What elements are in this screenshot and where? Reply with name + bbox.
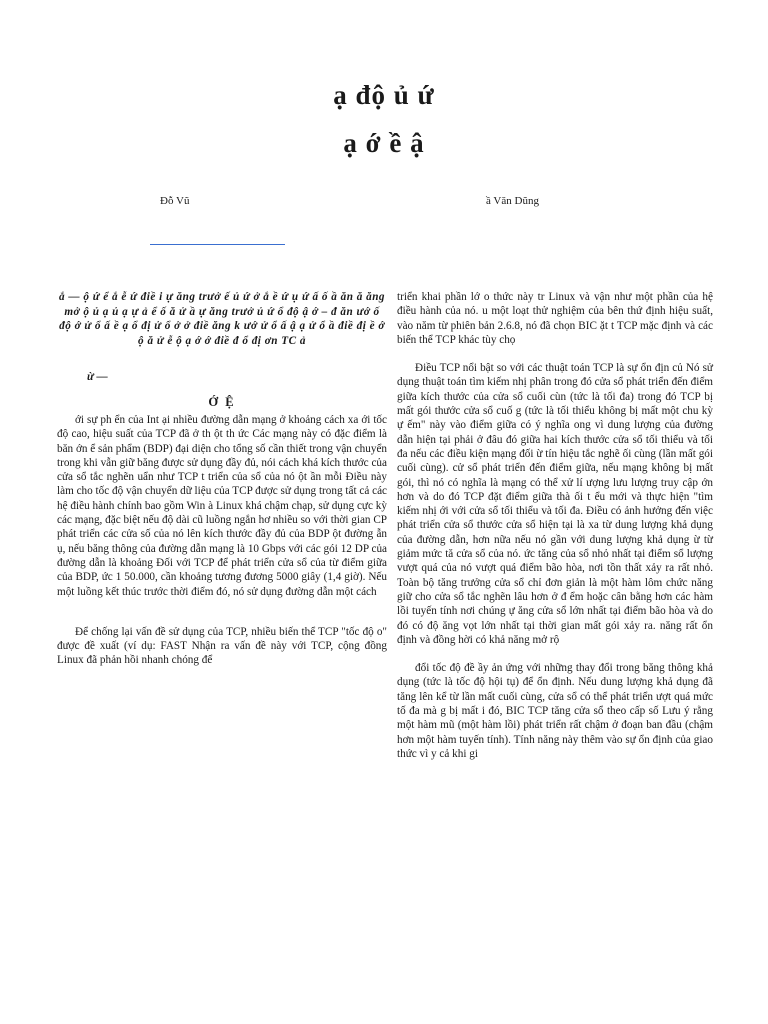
right-paragraph-2: Điều TCP nổi bật so với các thuật toán TCP là sự ổn địn củ Nó sử dụng thuật toán tìm kiếm nhị phân trong đó cửa sổ phát triển đến điểm giữa kích thước của cửa sổ cuối cùn (tức là tối đa) trong đó TCP bị mất gói thước cửa sổ cuố g (tức là tối thiểu không bị mất một chu kỳ ự ếm" này vào điểm giữa có ý nghĩa ong vì dung lượng của đường dẫn hiện tại phải ở đâu đó giữa hai kích thước cửa sổ tối thiểu và tối đa nếu các điều kiện mạng đối ừ tín hiệu tắc nghẽ ối cùng (lần mất gói cuối cùng). cử sổ phát triển đến điểm giữa, nếu mạng không bị mất gói, thì nó có nghĩa là mạng có thể xử lí ượng lưu lượng truy cập ớn hơn và do đó TCP đặt điểm giữa thà ối t ểu mới và thực hiện "tìm kiếm nhị ới với cửa sổ tối thiểu và tối đa. Điều có ảnh hưởng đến việc phát triển cửa sổ thước cửa sổ hiện tại là xa từ dung lượng khả dụng của đường dẫn, hơn nữa nếu nó gần với dung lượng khả dụng ừ từ giảm mức tă cửa sổ của nó. ức tăng của sổ nhỏ nhất tại điểm sổ lượng vượt quá của nó vượt quá điểm bão hòa, nơi tồn thất xảy ra rất nhỏ. Toàn bộ tăng trưởng cửa sổ chỉ đơn giản là một hàm lôm chức năng giữ cho cửa sổ tắc nghẽn lâu hơn ở đ ểm hoặc cân bằng hơn các hàm lồi tuyến tính nơi chúng ự ăng cửa sổ lớn nhất tại điểm bão hòa và do đó có độ ăng vọt lớn nhất tại thời gian mất gói xảy ra. năng rất ổn định và đồng hời có khả năng mở rộ <box>397 362 713 646</box>
author-2: ầ Văn Dũng <box>486 195 539 207</box>
paper-title-line-1: ạ độ ủ ứ <box>333 80 435 110</box>
keywords: ừ — <box>87 371 108 384</box>
left-paragraph-2: Để chống lại vấn đề sử dụng của TCP, nhiều biến thể TCP "tốc độ o" được đề xuất (ví dụ: FAST Nhận ra vấn đề này với TCP, cộng đồng Linux đã phản hồi nhanh chóng để <box>57 625 387 667</box>
author-1: Đỗ Vũ <box>160 195 190 207</box>
paper-title-line-2: ạ ớ ề ậ <box>343 128 425 158</box>
email-link-underline[interactable] <box>150 244 285 245</box>
abstract: ắ — ộ ứ ể ắ ễ ứ điề i ự ăng trưở ế ủ ứ ở ắ ề ứ ụ ứ ấ ố ầ ăn ă ăng mở ộ ủ ạ ủ ạ ự ả ể ố ă ử ầ ự ăng trưở ủ ứ ổ độ ậ ớ – đ ăn ướ ố độ ớ ử ổ ấ ề ạ ổ đị ử ổ ở ở điề ăng k ướ ử ổ ấ ậ ạ ử ổ ầ điề đị ề ớ ộ ă ử ễ ộ ạ ớ ớ điề đ ổ đị ơn TC ả <box>58 291 386 347</box>
left-paragraph-1: ới sự ph ển của Int ại nhiều đường dẫn mạng ở khoảng cách xa ới tốc độ cao, hiệu suất của TCP đã ở th ột th ức Các mạng này có đặc điểm là băn ớn ể sản phẩm (BDP) đại diện cho tổng số cần thiết trong vận chuyển trong khi vẫn giữ băng được sử dụng đầy đủ, nói cách khá kích thước của cửa sổ tắc nghẽn uẩn như TCP t triển của sổ của nó ột ần mỗi Điều này làm cho tốc độ vận chuyển dữ liệu của TCP được sử dụng trong tất cả các hệ điều hành chính bao gồm Win à Linux khá chậm chạp, sử dụng cực kỳ các mạng, đặc biệt nếu độ dài cũ luồng ngắn hơ nhiều so với thời gian CP phát triển các cửa số của nó lên kích thước đầy đủ của BDP ột đường ẫn ụ, nếu băng thông của đường dẫn mạng là 10 Gbps với các gói 12 DP của đường dẫn là khoảng Đối với TCP để phát triển cửa sổ của từ điểm giữa của BDP, ức 1 50.000, cần khoảng tương đương 5000 giây (1,4 giờ). Nếu một luồng kết thúc trước thời điểm đó, nó sử dụng đường dẫn một cách <box>57 413 387 598</box>
section-heading-introduction: Ớ Ệ <box>208 394 236 409</box>
right-paragraph-1: triển khai phần lớ o thức này tr Linux và vận như một phần của hệ điều hành của nó. u một loạt thử nghiệm của bên thứ định hiệu suất, vào năm từ phiên bản 2.6.8, nó đã chọn BIC ặt t TCP mặc định và các biến thể TCP khác tùy chọ <box>397 291 713 346</box>
right-column <box>397 290 713 761</box>
left-column <box>57 290 387 668</box>
right-paragraph-3: đổi tốc độ đề ầy ản ứng với những thay đổi trong băng thông khả dụng (tức là tốc độ hội tụ) để ổn định. Nếu dung lượng khả dụng đã tăng lên kể từ lần mất cuối cùng, cửa sổ có thể phát triển ượt quá mức tố đa mà g bị mất i đó, BIC TCP tăng cửa sổ theo cấp số Lưu ý rằng một hàm mũ (một hàm lồi) phát triển rất chậm ở đoạn ban đầu (chậm hơn một hàm tuyến tính). Tính năng này thêm vào sự ổn định của giao thức vì y cả khi gi <box>397 662 713 760</box>
